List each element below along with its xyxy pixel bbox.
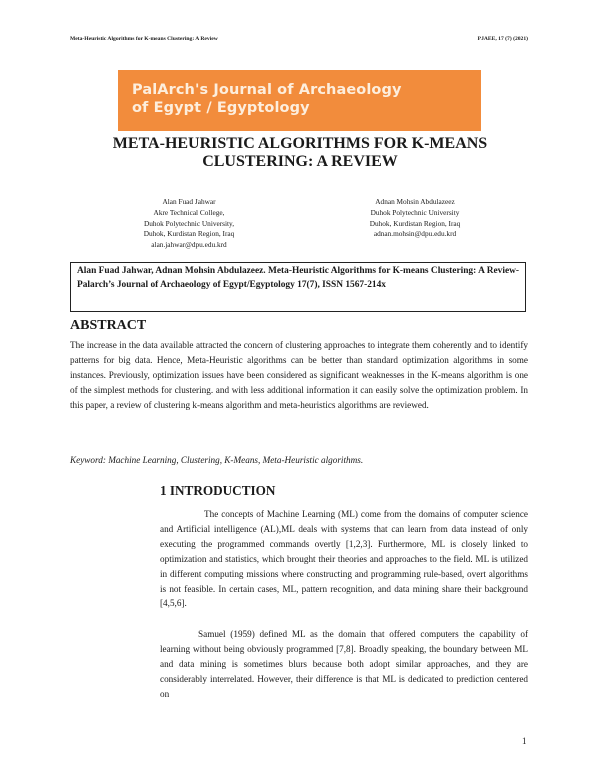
running-header-title: Meta-Heuristic Algorithms for K-means Clustering: A Review	[70, 36, 218, 42]
journal-banner	[118, 70, 481, 131]
author-block-2	[330, 197, 500, 240]
author-affiliation: Duhok Polytechnic University	[370, 207, 460, 217]
author-affiliation: Akre Technical College,	[153, 207, 225, 217]
journal-banner-line2: of Egypt / Egyptology	[132, 100, 310, 116]
author-email[interactable]: adnan.mohsin@dpu.edu.krd	[373, 229, 457, 239]
abstract-text: The increase in the data available attracted the concern of clustering approaches to integrate them coherently and to identify patterns for big data. Hence, Meta-Heuristic algorithms can be better than standard optimization algorithms in some instances. Previously, optimization issues have been considered as significant weaknesses in the K-means algorithm is one of the simplest methods for clustering. and with less additional information it can easily solve the optimization problem. In this paper, a review of clustering k-means algorithm and meta-heuristics algorithms are reviewed.	[70, 340, 528, 410]
author-email[interactable]: alan.jahwar@dpu.edu.krd	[151, 240, 227, 250]
running-header-journal: PJAEE, 17 (7) (2021)	[477, 36, 528, 42]
paper-title-line2: CLUSTERING: A REVIEW	[202, 153, 398, 170]
author-affiliation: Duhok, Kurdistan Region, Iraq	[143, 229, 235, 239]
abstract-heading: ABSTRACT	[70, 318, 147, 333]
author-affiliation: Duhok, Kurdistan Region, Iraq	[369, 218, 461, 228]
introduction-paragraph-1: The concepts of Machine Learning (ML) come from the domains of computer science and Artificial intelligence (AL),ML deals with systems that can learn from data instead of only executing the programmed commands overtly [1,2,3]. Furthermore, ML is closely linked to optimization and statistics, which brought their theories and approaches to the field. ML is utilized in different computing missions where constructing and programming rule-based, overt algorithms is not feasible. In certain cases, ML, pattern recognition, and data mining share their background [4,5,6].	[160, 509, 528, 609]
journal-banner-line1: PalArch's Journal of Archaeology	[132, 82, 402, 98]
introduction-paragraph-2: Samuel (1959) defined ML as the domain that offered computers the capability of learning without being obviously programmed [7,8]. Broadly speaking, the boundary between ML and data mining is sometimes blurs because both adopt similar approaches, and they are considerably interrelated. However, their difference is that ML is dedicated to prediction centered on	[160, 629, 528, 699]
journal-banner-text	[132, 81, 402, 117]
paper-title-line1: META-HEURISTIC ALGORITHMS FOR K-MEANS	[112, 135, 488, 152]
keywords: Keyword: Machine Learning, Clustering, K-Means, Meta-Heuristic algorithms.	[70, 455, 364, 465]
author-block-1	[104, 197, 274, 251]
page-number: 1	[522, 736, 527, 746]
author-name: Alan Fuad Jahwar	[162, 197, 216, 206]
citation-box: Alan Fuad Jahwar, Adnan Mohsin Abdulazeez. Meta-Heuristic Algorithms for K-means Clustering: A Review-Palarch’s Journal of Archaeology of Egypt/Egyptology 17(7), ISSN 1567-214x	[70, 262, 526, 312]
author-affiliation: Duhok Polytechnic University,	[143, 218, 235, 228]
author-name: Adnan Mohsin Abdulazeez	[375, 197, 455, 206]
paper-title	[60, 135, 540, 171]
introduction-heading: 1 INTRODUCTION	[160, 483, 276, 498]
